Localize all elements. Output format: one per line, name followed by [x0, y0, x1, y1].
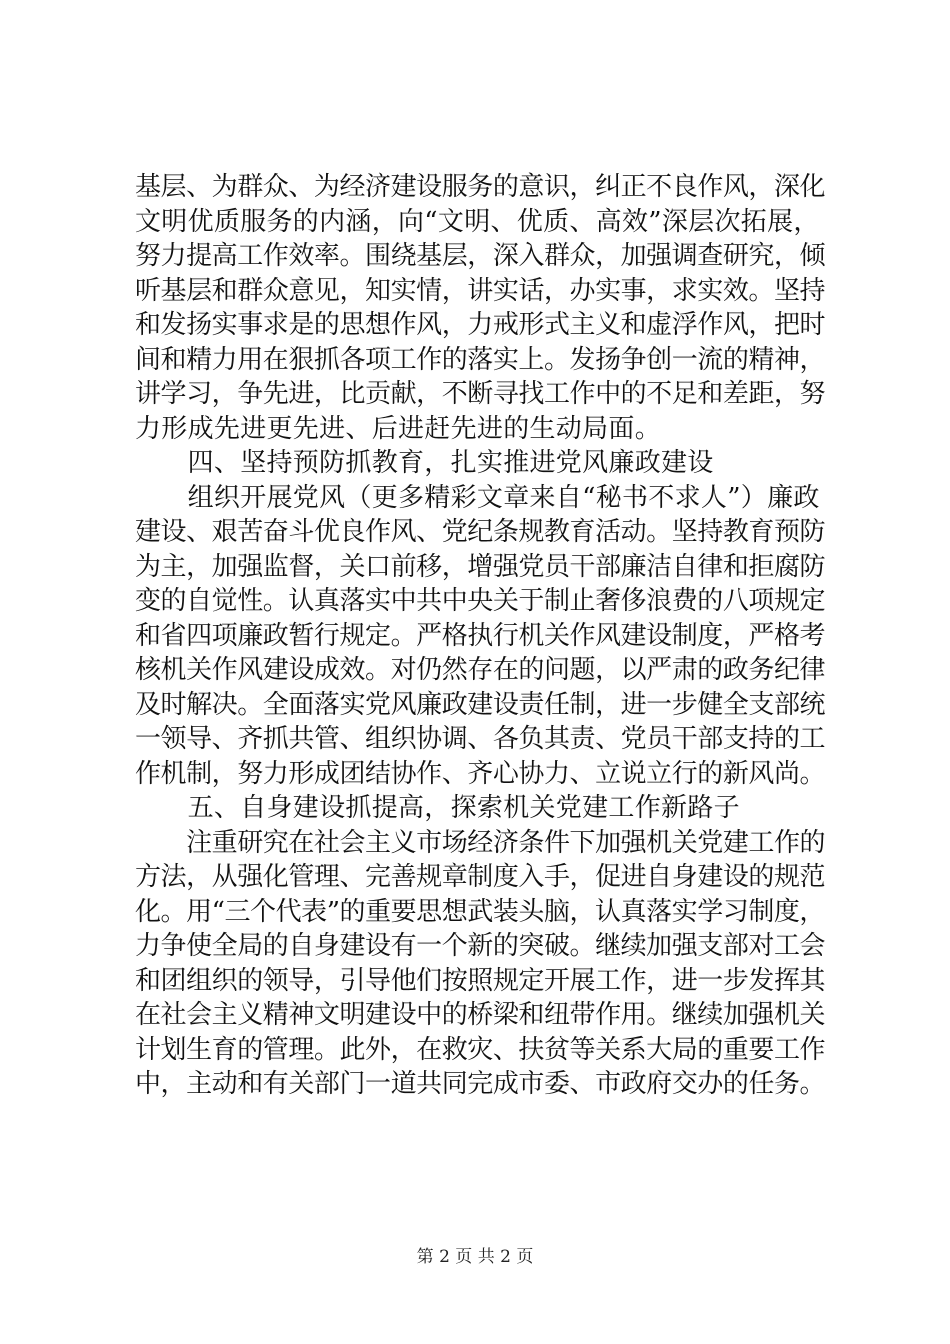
text-line: 力争使全局的自身建设有一个新的突破。继续加强支部对工会 [135, 931, 826, 961]
text-line: 为主，加强监督，关口前移，增强党员干部廉洁自律和拒腐防 [135, 551, 826, 582]
text-line: 在社会主义精神文明建设中的桥梁和纽带作用。继续加强机关 [135, 1000, 826, 1030]
text-line: 核机关作风建设成效。对仍然存在的问题，以严肃的政务纪律 [135, 655, 826, 685]
text-line: 及时解决。全面落实党风廉政建设责任制，进一步健全支部统 [135, 689, 826, 720]
text-line: 变的自觉性。认真落实中共中央关于制止奢侈浪费的八项规定 [135, 586, 826, 616]
text-line: 组织开展党风（更多精彩文章来自“秘书不求人”）廉政 [135, 482, 820, 513]
text-line: 一领导、齐抓共管、组织协调、各负其责、党员干部支持的工 [135, 724, 826, 754]
text-line: 注重研究在社会主义市场经济条件下加强机关党建工作的 [135, 827, 826, 858]
text-line: 和团组织的领导，引导他们按照规定开展工作，进一步发挥其 [135, 965, 826, 996]
text-line: 中，主动和有关部门一道共同完成市委、市政府交办的任务。 [135, 1069, 826, 1099]
page-footer: 第 2 页 共 2 页 [416, 1247, 534, 1267]
text-line: 作机制，努力形成团结协作、齐心协力、立说立行的新风尚。 [135, 758, 826, 789]
text-line: 基层、为群众、为经济建设服务的意识，纠正不良作风，深化 [135, 172, 826, 202]
text-line: 化。用“三个代表”的重要思想武装头脑，认真落实学习制度， [135, 896, 825, 927]
text-line: 听基层和群众意见，知实情，讲实话，办实事，求实效。坚持 [135, 275, 826, 306]
text-line: 建设、艰苦奋斗优良作风、党纪条规教育活动。坚持教育预防 [135, 517, 826, 547]
text-line: 计划生育的管理。此外，在救灾、扶贫等关系大局的重要工作 [135, 1034, 826, 1065]
text-line: 力形成先进更先进、后进赶先进的生动局面。 [135, 413, 662, 444]
document-body [135, 170, 825, 1102]
text-line: 四、坚持预防抓教育，扎实推进党风廉政建设 [135, 448, 714, 478]
text-line: 讲学习，争先进，比贡献，不断寻找工作中的不足和差距，努 [135, 379, 826, 409]
text-line: 文明优质服务的内涵，向“文明、优质、高效”深层次拓展， [135, 206, 820, 237]
text-line: 间和精力用在狠抓各项工作的落实上。发扬争创一流的精神， [135, 344, 826, 375]
text-line: 努力提高工作效率。围绕基层，深入群众，加强调查研究，倾 [135, 241, 826, 271]
text-line: 方法，从强化管理、完善规章制度入手，促进自身建设的规范 [135, 862, 826, 892]
text-line: 五、自身建设抓提高，探索机关党建工作新路子 [135, 793, 740, 823]
text-line: 和省四项廉政暂行规定。严格执行机关作风建设制度，严格考 [135, 620, 826, 651]
text-line: 和发扬实事求是的思想作风，力戒形式主义和虚浮作风，把时 [135, 310, 826, 340]
